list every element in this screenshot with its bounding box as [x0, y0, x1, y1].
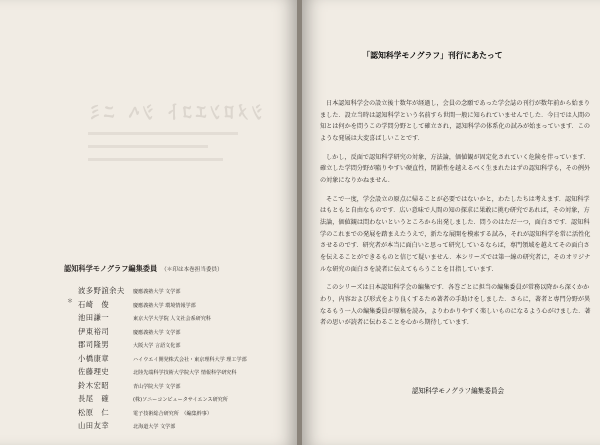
member-name: 郡司隆男: [78, 340, 110, 350]
member-name: 伊東裕司: [78, 326, 110, 336]
committee-title: 認知科学モノグラフ編集委員: [64, 264, 158, 273]
member-name: 佐藤理史: [78, 367, 110, 377]
member-name: 波多野誼余夫: [78, 286, 125, 295]
preface-paragraph: しかし，反面で認知科学研究の対象，方法論，価値観が固定化されていく危険を伴っています．確立した学問分野が陥りやすい硬直性，閉鎖性を越えるべく生まれたはずの認知科学も，その例外の対象になりかねません．: [320, 153, 591, 184]
preface-paragraph: そこで一度，学会設立の原点に帰ることが必要ではないかと，わたしたちは考えます．認知科学はもともと自由なものです．広い意味で人間の知の探求に果敢に挑む研究であれば，その対象，方法論，価値観は問わないというところから出発しました．問うのはただ一つ，面白さです．認知科学のこれまでの発展を踏まえたうえで，新たな展開を模索する試み，それが認知科学を常に活性化させるのです．研究者が本当に面白いと思って研究しているならば，専門領域を越えてその面白さを伝えることができるものと信じて疑いません．本シリーズでは第一線の研究者に，そのオリジナルな研究の面白さを読者に伝えてもらうことを目指しています．: [320, 195, 591, 273]
member-affiliation: 北陸先端科学技術大学院大学 情報科学研究科: [133, 370, 237, 377]
committee-member: [78, 322, 293, 336]
member-affiliation: 慶應義塾大学 文学部: [133, 329, 181, 336]
left-page: [0, 0, 297, 445]
bleed-through-text: ｼﾒﾛﾝｴｺﾄ ｼﾍ ﾆﾐ: [86, 100, 262, 124]
member-name: 小橋康章: [78, 353, 110, 363]
committee-member: [78, 308, 293, 322]
bleed-through-lines: [88, 132, 248, 171]
committee-member: [78, 281, 293, 295]
member-name: 松原 仁: [78, 407, 110, 417]
committee-member: [78, 376, 293, 390]
preface-paragraph: 日本認知科学会の設立後十数年が経過し，会員の念願であった学会誌の刊行が数年前から始まりました．設立当時は認知科学という名前すら世間一般に知られていませんでした．今日では人間の知とは何かを問うこの学問分野として確立され，認知科学の体系化の試みが始まっています．このような発展は大変喜ばしいことです．: [320, 100, 591, 142]
member-affiliation: 大阪大学 言語文化部: [133, 343, 181, 350]
volume-editor-star-icon: ＊: [67, 297, 74, 305]
member-affiliation: 東京大学大学院 人文社会系研究科: [133, 316, 212, 323]
member-name: 石崎 俊: [78, 299, 110, 309]
member-name: 鈴木宏昭: [78, 380, 110, 390]
committee-member: [78, 403, 293, 417]
committee-member: [67, 295, 293, 309]
member-affiliation: 北海道大学 文学部: [133, 424, 176, 431]
committee-member: [78, 416, 293, 430]
member-name: 長尾 確: [78, 394, 110, 404]
member-affiliation: (株)ソニーコンピュータサイエンス研究所: [133, 397, 228, 404]
member-affiliation: 慶應義塾大学 環境情報学部: [133, 302, 196, 309]
committee-member-list: [67, 281, 293, 431]
committee-member: [78, 349, 293, 363]
preface-body: [320, 98, 592, 336]
committee-heading: [64, 264, 223, 274]
member-affiliation: 電子技術総合研究所 （編集幹事）: [133, 410, 212, 417]
committee-member: [78, 389, 293, 403]
member-affiliation: ハイウエイ開発株式会社・東京理科大学 理工学部: [133, 356, 247, 363]
member-affiliation: 慶應義塾大学 文学部: [133, 289, 181, 295]
committee-member: [78, 335, 293, 349]
member-name: 池田謙一: [78, 313, 110, 323]
preface-signature: 認知科学モノグラフ編集委員会: [412, 387, 505, 395]
member-affiliation: 青山学院大学 文学部: [133, 383, 181, 390]
member-name: 山田友幸: [78, 421, 110, 431]
committee-note: （＊印は本巻担当委員）: [161, 267, 223, 273]
preface-title: 「認知科学モノグラフ」刊行にあたって: [362, 51, 503, 60]
preface-paragraph: このシリーズは日本認知科学会の編集です．各巻ごとに担当の編集委員が常務以降から深くかかわり，内容および形式をより良くするため著者の手助けをしました．さらに，著者と専門分野が異なるもう一人の編集委員が原稿を読み，よりわかりやすく楽しいものになるよう心がけました．著者の思いが読者に伝わることを心から期待しています．: [320, 284, 591, 327]
committee-member: [78, 362, 293, 376]
